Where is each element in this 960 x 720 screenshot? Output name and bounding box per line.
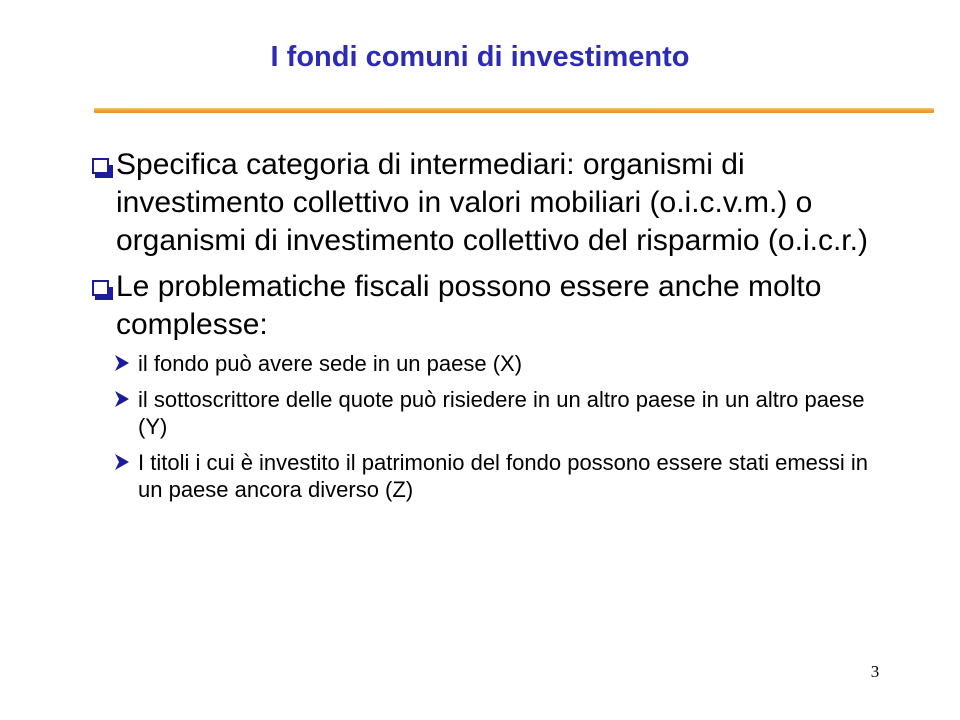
sub-bullet-text: I titoli i cui è investito il patrimonio del fondo possono essere stati emessi in un paese ancora diverso (Z) [138,450,869,502]
sub-bullet-item [112,350,872,377]
arrowhead-bullet-icon [112,452,132,472]
sub-bullet-item [112,449,872,503]
sub-bullet-text: il sottoscrittore delle quote può risiedere in un altro paese in un altro paese (Y) [138,387,865,439]
sub-bullet-text: il fondo può avere sede in un paese (X) [138,351,523,376]
page-number: 3 [870,662,880,681]
arrowhead-bullet-icon [112,389,132,409]
bullet-item [92,268,872,503]
bullet-text: Specifica categoria di intermediari: organismi di investimento collettivo in valori mobiliari (o.i.c.v.m.) o organismi di investimento collettivo del risparmio (o.i.c.r.) [116,148,868,257]
slide-title: I fondi comuni di investimento [270,41,690,73]
sub-bullet-item [112,386,872,440]
sub-bullet-list [92,350,872,503]
hollow-square-bullet-icon [92,158,109,174]
bullet-item [92,146,872,260]
bullet-text: Le problematiche fiscali possono essere anche molto complesse: [116,270,822,341]
arrowhead-bullet-icon [112,353,132,373]
slide-body [92,146,872,512]
hollow-square-bullet-icon [92,280,109,296]
title-divider [94,108,934,113]
